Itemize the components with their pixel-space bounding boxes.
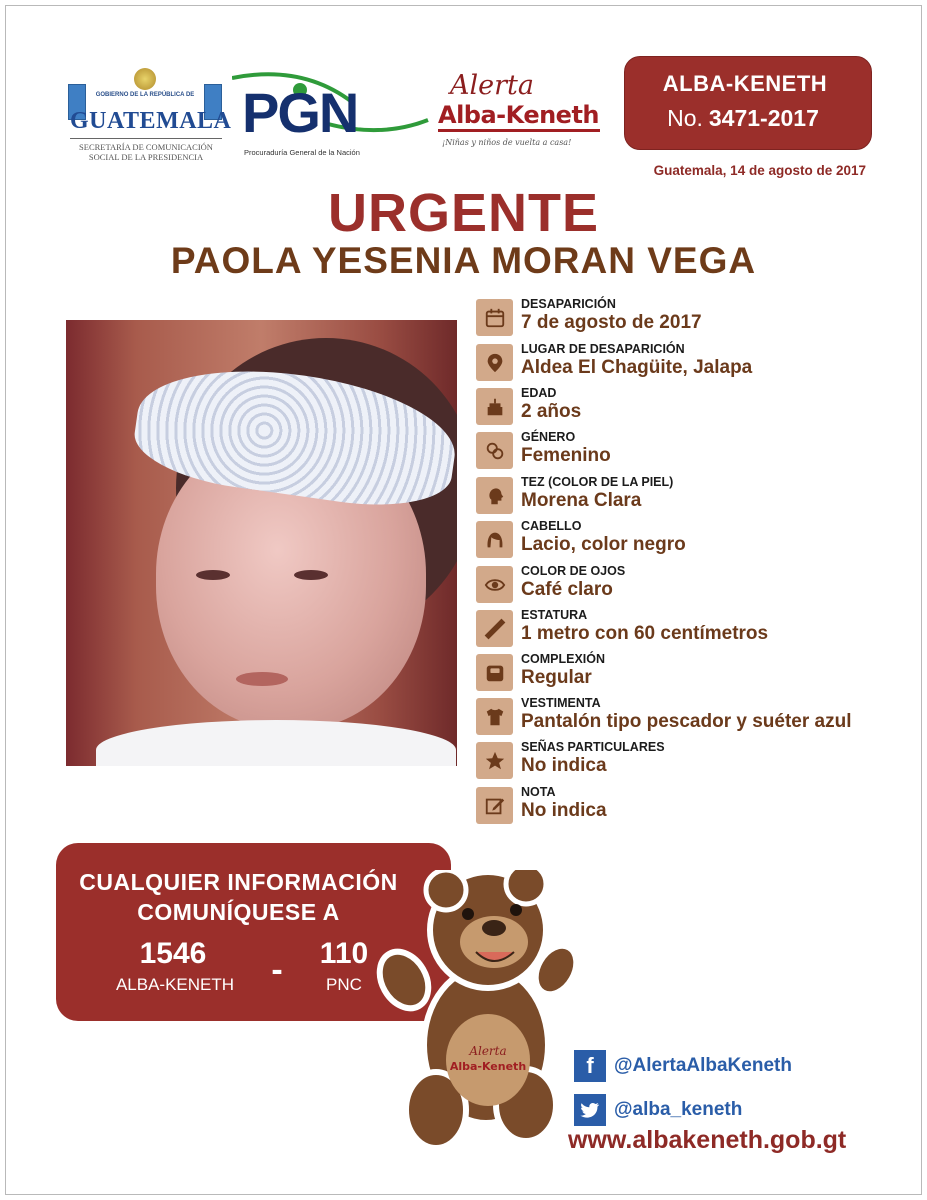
guatemala-logo-title: GUATEMALA [70,108,232,134]
pgn-logo-title: PGN [242,81,358,144]
detail-label: SEÑAS PARTICULARES [521,740,665,754]
location-pin-icon [476,344,513,381]
detail-label: COLOR DE OJOS [521,564,626,578]
detail-row-note [474,784,914,828]
detail-label: LUGAR DE DESAPARICIÓN [521,342,685,356]
contact-heading-line2: COMUNÍQUESE A [137,899,340,925]
detail-row-location [474,341,914,385]
detail-value: 1 metro con 60 centímetros [521,623,769,644]
pnc-phone-number[interactable]: 110 [319,937,369,970]
detail-value: Aldea El Chagüite, Jalapa [521,357,753,378]
guatemala-logo-subtitle-line2: SOCIAL DE LA PRESIDENCIA [88,152,204,162]
pgn-logo [232,68,432,168]
alerta-logo-brand: Alba-Keneth [438,100,600,132]
calendar-icon [476,299,513,336]
photo-mouth [236,672,288,686]
pnc-phone-label: PNC [326,975,362,994]
urgent-heading: URGENTE [327,183,599,243]
detail-row-eye-color [474,563,914,607]
detail-value: 7 de agosto de 2017 [521,312,702,333]
detail-row-build [474,651,914,695]
detail-label: NOTA [521,785,556,799]
detail-row-skin-tone [474,474,914,518]
detail-value: No indica [521,755,607,776]
alerta-logo-word: Alerta [450,70,534,101]
issue-date: Guatemala, 14 de agosto de 2017 [653,163,866,178]
badge-number-prefix: No. [667,105,703,131]
contact-heading-line1: CUALQUIER INFORMACIÓN [79,869,398,895]
photo-eye-left [196,570,230,580]
star-icon [476,742,513,779]
alba-keneth-phone-label: ALBA-KENETH [115,975,235,994]
teddy-bear-mascot [376,870,576,1180]
detail-value: Lacio, color negro [521,534,686,555]
missing-child-photo [66,320,457,766]
guatemala-logo-small-text: GOBIERNO DE LA REPÚBLICA DE [95,92,195,98]
guatemala-logo-subtitle [66,142,226,162]
bear-belly-text: Alerta [469,1044,507,1058]
head-profile-icon [476,477,513,514]
gender-icon [476,432,513,469]
alerta-logo-tagline: ¡Niñas y niños de vuelta a casa! [442,138,572,147]
detail-value: Pantalón tipo pescador y suéter azul [521,711,852,732]
detail-row-hair [474,518,914,562]
missing-person-name: PAOLA YESENIA MORAN VEGA [170,240,757,281]
badge-number-line [625,105,861,132]
alert-number-badge [624,56,872,150]
divider [70,138,222,139]
photo-shirt [96,720,456,766]
photo-eye-right [294,570,328,580]
twitter-handle[interactable]: @alba_keneth [614,1099,743,1120]
detail-row-gender [474,429,914,473]
phone-separator: - [271,951,283,989]
detail-row-disappearance [474,296,914,340]
guatemala-logo-subtitle-line1: SECRETARÍA DE COMUNICACIÓN [79,142,213,152]
alerta-alba-keneth-logo [436,70,606,160]
coat-of-arms-icon [134,68,156,90]
detail-value: Femenino [521,445,611,466]
eye-icon [476,566,513,603]
detail-row-distinguishing-marks [474,739,914,783]
note-edit-icon [476,787,513,824]
detail-value: 2 años [521,401,582,422]
detail-label: GÉNERO [521,430,576,444]
detail-label: DESAPARICIÓN [521,297,616,311]
detail-value: Regular [521,667,592,688]
detail-row-age [474,385,914,429]
detail-label: ESTATURA [521,608,588,622]
detail-label: TEZ (COLOR DE LA PIEL) [521,475,674,489]
detail-label: CABELLO [521,519,582,533]
guatemala-government-logo [66,68,232,168]
bear-illustration [376,870,576,1180]
pgn-logo-subtitle: Procuraduría General de la Nación [244,148,360,157]
shirt-icon [476,698,513,735]
facebook-handle[interactable]: @AlertaAlbaKeneth [614,1055,792,1076]
detail-label: COMPLEXIÓN [521,652,606,666]
detail-row-height [474,607,914,651]
detail-label: EDAD [521,386,557,400]
birthday-cake-icon [476,388,513,425]
detail-row-clothing [474,695,914,739]
scale-icon [476,654,513,691]
ruler-icon [476,610,513,647]
website-link[interactable]: www.albakeneth.gob.gt [568,1126,847,1154]
badge-number: 3471-2017 [708,105,819,131]
facebook-icon: f [574,1050,606,1082]
detail-value: Café claro [521,579,613,600]
detail-value: No indica [521,800,607,821]
twitter-bird-icon [574,1094,606,1126]
detail-label: VESTIMENTA [521,696,601,710]
hair-icon [476,521,513,558]
alba-keneth-phone-number[interactable]: 1546 [139,937,207,970]
bear-belly-brand: Alba-Keneth [449,1060,527,1073]
detail-value: Morena Clara [521,490,642,511]
badge-title: ALBA-KENETH [662,71,828,96]
